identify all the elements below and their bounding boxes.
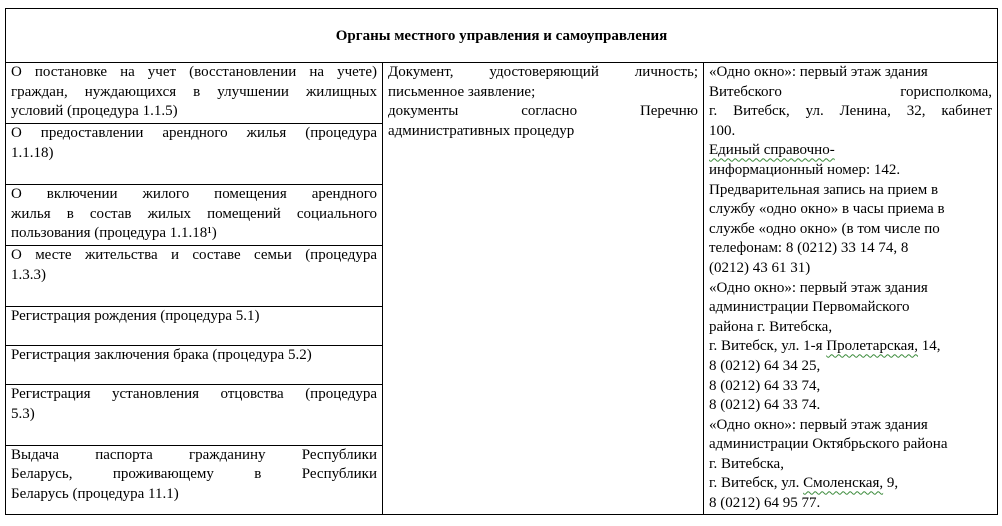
procedure-line: Выдача паспорта гражданину Республики <box>11 446 377 463</box>
contacts-line: района г. Витебска, <box>709 318 833 335</box>
documents-line: документы согласно Перечню <box>388 103 698 120</box>
procedure-line: О месте жительства и составе семьи (процедура <box>11 247 377 264</box>
procedure-line: 5.3) <box>11 405 35 422</box>
contacts-line: службу «одно окно» в часы приема в <box>709 201 945 218</box>
procedure-line: 1.1.18) <box>11 145 54 162</box>
documents-line: административных процедур <box>388 122 575 139</box>
contacts-line: администрации Первомайского <box>709 299 910 316</box>
contacts-line: Витебского горисполкома, <box>709 83 993 100</box>
table-header-row <box>6 9 998 63</box>
contacts-line: 100. <box>709 122 736 139</box>
contacts-line: Предварительная запись на прием в <box>709 181 939 198</box>
table-header-cell <box>6 9 998 63</box>
contacts-line: 8 (0212) 64 95 77. <box>709 495 821 512</box>
table-title: Органы местного управления и самоуправления <box>335 27 668 44</box>
contacts-line: г. Витебск, ул. Ленина, 32, кабинет <box>709 103 993 120</box>
procedure-line: 1.3.3) <box>11 267 46 284</box>
procedure-line: Беларусь (процедура 11.1) <box>11 485 179 502</box>
procedure-cell <box>6 385 383 446</box>
contacts-line: 8 (0212) 64 33 74, <box>709 377 821 394</box>
spellcheck-underlined-word: Смоленская, <box>803 475 884 492</box>
contacts-line: «Одно окно»: первый этаж здания <box>709 64 928 80</box>
procedure-cell <box>6 346 383 385</box>
contacts-line: г. Витебск, ул. Смоленская, 9, <box>709 475 899 492</box>
contacts-line: администрации Октябрьского района <box>709 436 948 453</box>
procedure-line: граждан, нуждающихся в улучшении жилищных <box>11 83 377 100</box>
contacts-line: 8 (0212) 64 34 25, <box>709 357 821 374</box>
contacts-line: телефонам: 8 (0212) 33 14 74, 8 <box>709 240 909 257</box>
procedure-line: Регистрация установления отцовства (процедура <box>11 386 377 403</box>
contacts-line: «Одно окно»: первый этаж здания <box>709 279 928 296</box>
procedure-cell <box>6 307 383 346</box>
procedure-line: условий (процедура 1.1.5) <box>11 103 178 120</box>
procedure-cell <box>6 124 383 185</box>
procedure-cell <box>6 246 383 307</box>
contacts-line: информационный номер: 142. <box>709 161 901 178</box>
contacts-line: 8 (0212) 64 33 74. <box>709 397 821 414</box>
procedure-line: О предоставлении арендного жилья (процедура <box>11 125 377 142</box>
procedure-line: жилья в состав жилых помещений социального <box>11 205 377 222</box>
spellcheck-underlined-word: Пролетарская, <box>826 338 918 355</box>
procedures-table <box>5 8 998 515</box>
procedure-line: пользования (процедура 1.1.18¹) <box>11 225 217 242</box>
contacts-line: службе «одно окно» (в том числе по <box>709 220 940 237</box>
contacts-line: (0212) 43 61 31) <box>709 259 811 276</box>
documents-line: письменное заявление; <box>388 83 536 100</box>
procedure-line: О включении жилого помещения арендного <box>11 186 377 203</box>
contacts-line: г. Витебск, ул. 1-я Пролетарская, 14, <box>709 338 941 355</box>
procedure-line: О постановке на учет (восстановлении на учете) <box>11 64 377 80</box>
procedure-cell <box>6 445 383 514</box>
procedure-cell <box>6 63 383 124</box>
documents-cell <box>383 63 704 515</box>
documents-line: Документ, удостоверяющий личность; <box>388 64 698 80</box>
procedure-line: Регистрация заключения брака (процедура 5.2) <box>11 347 312 364</box>
procedure-line: Беларусь, проживающему в Республики <box>11 466 377 483</box>
procedure-line: Регистрация рождения (процедура 5.1) <box>11 308 260 325</box>
procedure-cell <box>6 185 383 246</box>
contacts-line-reference-number-label: Единый справочно- <box>709 142 835 159</box>
contacts-line: г. Витебска, <box>709 455 784 472</box>
contacts-line: «Одно окно»: первый этаж здания <box>709 416 928 433</box>
table-row <box>6 63 998 124</box>
contacts-cell <box>704 63 998 515</box>
